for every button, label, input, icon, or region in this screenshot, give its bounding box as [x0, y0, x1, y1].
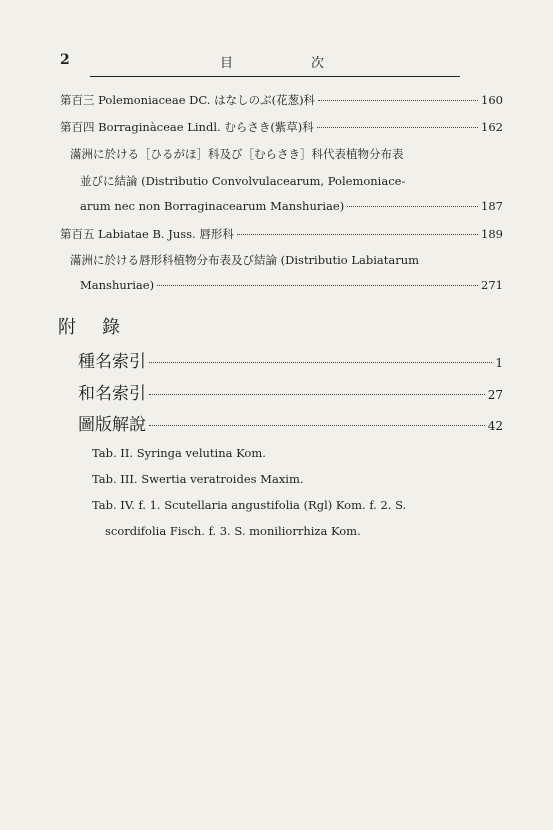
toc-subentry-line: 滿洲に於ける唇形科植物分布表及び結論 (Distributio Labiatarum — [70, 253, 420, 267]
index-page: 42 — [487, 419, 503, 433]
header-rule — [90, 76, 460, 77]
index-entry-japanese-names — [78, 379, 503, 404]
dot-leader — [149, 425, 485, 426]
plate-entry: Tab. IV. f. 1. Scutellaria angustifolia (Rgl) Kom. f. 2. S. — [92, 498, 407, 512]
dot-leader — [317, 127, 478, 128]
toc-entry-page: 271 — [481, 278, 503, 292]
toc-subentry-line: 並びに結論 (Distributio Convolvulacearum, Polemoniace- — [80, 174, 406, 188]
toc-entry-polemoniaceae — [60, 92, 503, 108]
plate-entry-continued: scordifolia Fisch. f. 3. S. moniliorrhiza Kom. — [105, 524, 361, 538]
appendix-heading: 附錄 — [58, 317, 146, 338]
plate-entry: Tab. III. Swertia veratroides Maxim. — [92, 472, 304, 486]
page-title: 目次 — [220, 56, 403, 71]
toc-entry-borraginaceae — [60, 119, 503, 135]
index-label: 種名索引 — [78, 352, 146, 372]
toc-entry-label: Manshuriae) — [80, 278, 155, 292]
index-label: 和名索引 — [78, 384, 146, 404]
toc-entry-page: 187 — [481, 199, 503, 213]
toc-subentry-line: 滿洲に於ける［ひるがほ］科及び［むらさき］科代表植物分布表 — [70, 147, 404, 161]
index-entry-species-names — [78, 347, 503, 372]
dot-leader — [149, 362, 492, 363]
dot-leader — [157, 285, 478, 286]
dot-leader — [347, 206, 478, 207]
toc-subentry-distribution — [80, 199, 503, 213]
index-label: 圖版解說 — [78, 415, 146, 435]
index-entry-plate-explanation — [78, 410, 503, 435]
toc-entry-page: 162 — [481, 120, 503, 134]
dot-leader — [318, 100, 478, 101]
index-page: 1 — [495, 356, 503, 370]
plate-entry: Tab. II. Syringa velutina Kom. — [92, 446, 266, 460]
toc-entry-label: 第百五 Labiatae B. Juss. 唇形科 — [60, 227, 234, 241]
toc-entry-labiatae — [60, 226, 503, 242]
dot-leader — [237, 234, 478, 235]
page-number: 2 — [60, 52, 70, 68]
toc-entry-page: 160 — [481, 93, 503, 107]
dot-leader — [149, 394, 485, 395]
toc-entry-label: 第百四 Borraginàceae Lindl. むらさき(紫草)科 — [60, 120, 314, 134]
toc-entry-page: 189 — [481, 227, 503, 241]
toc-entry-label: 第百三 Polemoniaceae DC. はなしのぶ(花葱)科 — [60, 93, 316, 107]
toc-entry-label: arum nec non Borraginacearum Manshuriae) — [80, 199, 345, 213]
toc-subentry-labiatae-distribution — [80, 278, 503, 292]
index-page: 27 — [487, 388, 503, 402]
